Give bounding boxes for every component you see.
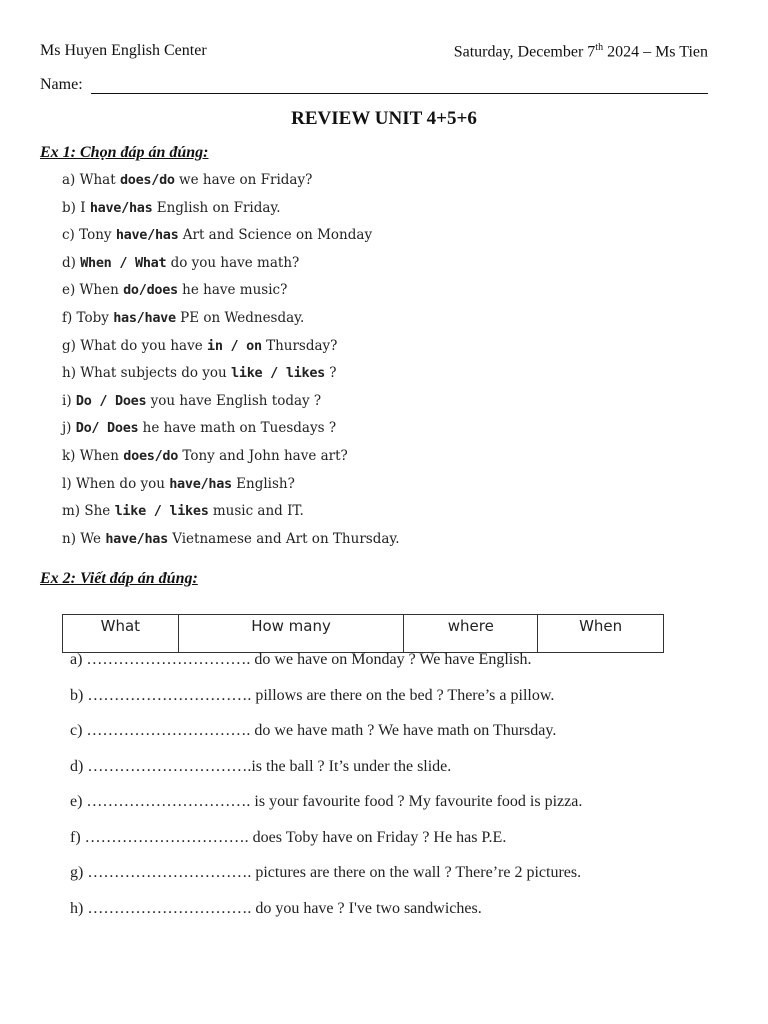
center-name: Ms Huyen English Center [40,42,207,59]
question-n: n) We have/has Vietnamese and Art on Thursday. [62,530,400,547]
question-e: e) When do/does he have music? [62,282,288,299]
name-line [91,79,708,94]
question-a: a) What does/do we have on Friday? [62,172,313,188]
answer-options: do/does [123,282,178,299]
date-teacher [454,42,708,61]
question-c: c) Tony have/has Art and Science on Monday [62,227,373,244]
answer-options: Do/ Does [75,420,139,437]
word-box [62,614,664,653]
answer-options: has/have [113,309,176,326]
fill-question-e: e) …………………………. is your favourite food ? My favourite food is pizza. [70,793,583,810]
name-label: Name: [40,76,83,93]
answer-options: have/has [169,475,232,492]
ex2-title: Ex 2: Viết đáp án đúng: [40,570,198,587]
fill-question-b: b) …………………………. pillows are there on the bed ? There’s a pillow. [70,686,555,704]
question-h: h) What subjects do you like / likes ? [62,365,337,382]
answer-options: does/do [123,447,179,464]
word-what: What [63,615,179,653]
question-l: l) When do you have/has English? [62,475,295,492]
name-row [40,76,708,94]
fill-question-g: g) …………………………. pictures are there on the wall ? There’re 2 pictures. [70,864,582,881]
word-how-many: How many [178,615,404,653]
fill-question-c: c) …………………………. do we have math ? We have math on Thursday. [70,722,557,739]
answer-options: have/has [89,199,153,216]
date-suffix: th [595,42,604,53]
fill-question-d: d) ………………………….is the ball ? It’s under the slide. [70,757,452,775]
question-b: b) I have/has English on Friday. [62,199,281,216]
question-g: g) What do you have in / on Thursday? [62,337,338,354]
fill-question-h: h) …………………………. do you have ? I've two sandwiches. [70,899,482,917]
answer-options: have/has [115,227,179,244]
question-f: f) Toby has/have PE on Wednesday. [62,309,305,326]
question-i: i) Do / Does you have English today ? [62,392,322,409]
page-title: REVIEW UNIT 4+5+6 [291,108,477,129]
answer-options: have/has [105,530,168,547]
ex1-title: Ex 1: Chọn đáp án đúng: [40,144,209,161]
date-year-teacher: 2024 – Ms Tien [603,43,708,61]
answer-options: like / likes [231,365,325,382]
question-d: d) When / What do you have math? [62,254,300,271]
question-j: j) Do/ Does he have math on Tuesdays ? [62,420,337,437]
question-k: k) When does/do Tony and John have art? [62,447,348,464]
ex2-question-list [70,651,582,935]
answer-options: in / on [207,337,262,354]
fill-question-f: f) …………………………. does Toby have on Friday ? He has P.E. [70,828,507,846]
answer-options: When / What [80,254,167,271]
fill-question-a: a) …………………………. do we have on Monday ? We have English. [70,651,532,668]
ex1-question-list [62,172,400,558]
word-where: where [404,615,538,653]
word-when: When [538,615,664,653]
date-text: Saturday, December 7 [453,43,596,61]
answer-options: like / likes [114,503,209,520]
answer-options: Do / Does [75,392,147,409]
question-m: m) She like / likes music and IT. [62,503,304,520]
answer-options: does/do [119,172,175,188]
